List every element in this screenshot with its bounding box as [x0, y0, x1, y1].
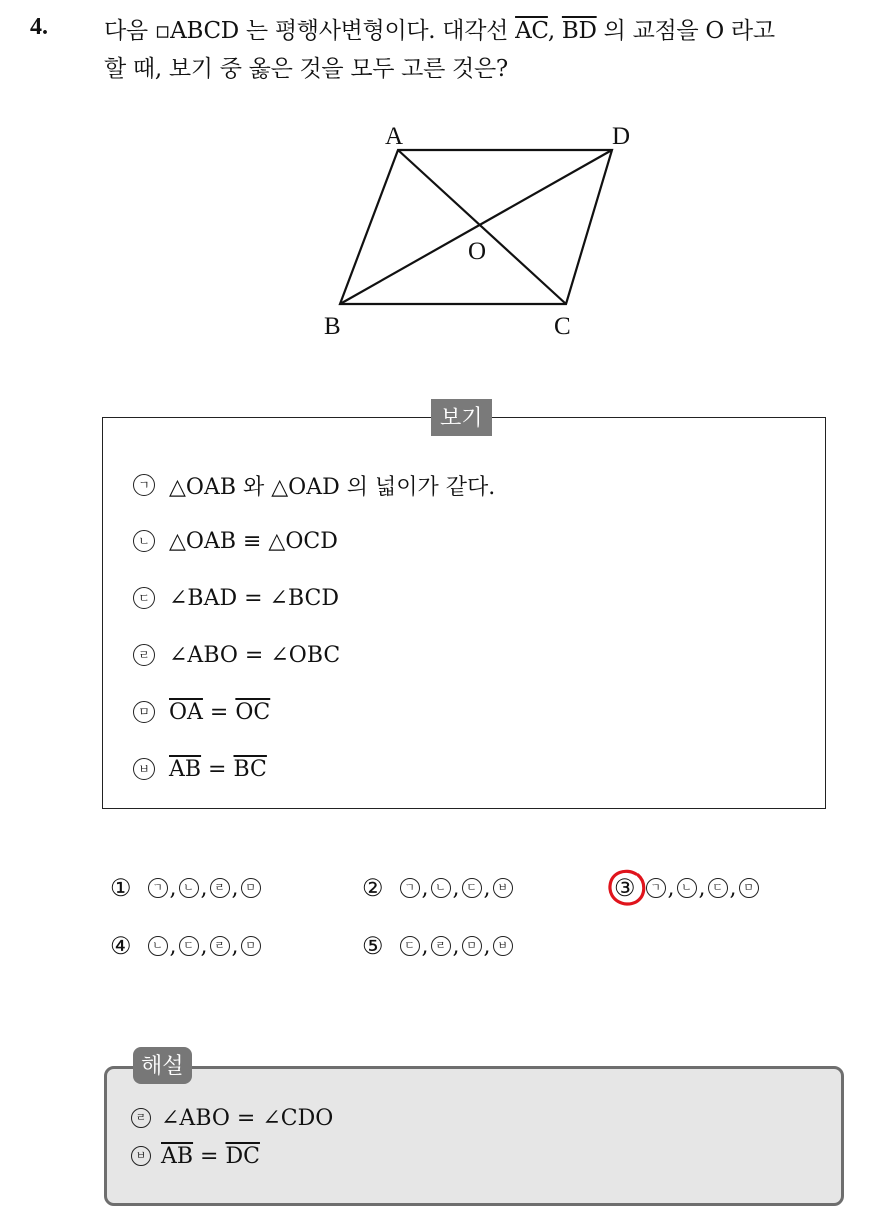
circled-marker: ㅂ	[493, 936, 513, 956]
segment: $\overline{AB}$	[161, 1143, 194, 1169]
explanation-line-2: ㅂ $\overline{AB}$ = $\overline{DC}$	[131, 1141, 260, 1171]
question-line-2: 할 때, 보기 중 옳은 것을 모두 고른 것은?	[104, 56, 508, 82]
choice-number: ③	[614, 874, 636, 902]
segment: $\overline{BC}$	[233, 756, 267, 782]
choice-5[interactable]: ⑤ ㄷ , ㄹ , ㅁ , ㅂ	[362, 930, 513, 962]
circled-marker: ㄷ	[462, 878, 482, 898]
choice-2[interactable]: ② ㄱ , ㄴ , ㄷ , ㅂ	[362, 872, 513, 904]
circled-marker: ㅁ	[462, 936, 482, 956]
circled-marker: ㄷ	[400, 936, 420, 956]
bogi-item-2: ㄴ △OAB ≡ △OCD	[133, 526, 338, 556]
circled-marker: ㄹ	[210, 878, 230, 898]
vertex-label-b: B	[324, 313, 341, 340]
segment-ac: $\overline{AC}$	[515, 18, 548, 44]
explanation-line-1: ㄹ ∠ABO = ∠CDO	[131, 1103, 333, 1133]
choice-1[interactable]: ① ㄱ , ㄴ , ㄹ , ㅁ	[110, 872, 261, 904]
bogi-item-6: ㅂ $\overline{AB}$ = $\overline{BC}$	[133, 754, 267, 784]
vertex-label-c: C	[554, 313, 571, 340]
circled-marker: ㄷ	[133, 587, 155, 609]
vertex-label-d: D	[612, 123, 631, 150]
segment: $\overline{OA}$	[169, 699, 203, 725]
vertex-label-a: A	[385, 123, 404, 150]
segment-bd: $\overline{BD}$	[561, 18, 597, 44]
question-line-1: 다음 ▫ABCD 는 평행사변형이다. 대각선 $\overline{AC}$, $\overline{BD}$ 의 교점을 O 라고	[104, 18, 775, 44]
center-label-o: O	[468, 238, 487, 265]
circled-marker: ㅁ	[241, 936, 261, 956]
circled-marker: ㄷ	[179, 936, 199, 956]
parallelogram-figure	[318, 112, 648, 348]
segment: $\overline{DC}$	[225, 1143, 260, 1169]
circled-marker: ㄴ	[179, 878, 199, 898]
choice-4[interactable]: ④ ㄴ , ㄷ , ㄹ , ㅁ	[110, 930, 261, 962]
explanation-box	[104, 1054, 844, 1206]
choice-number: ①	[110, 874, 132, 902]
choice-3[interactable]: ③ ㄱ , ㄴ , ㄷ , ㅁ	[614, 872, 759, 904]
circled-marker: ㅁ	[133, 701, 155, 723]
question-number: 4.	[30, 14, 48, 40]
circled-marker: ㄹ	[431, 936, 451, 956]
circled-marker: ㅂ	[493, 878, 513, 898]
circled-marker: ㄱ	[646, 878, 666, 898]
choice-number: ④	[110, 932, 132, 960]
circled-marker: ㄴ	[431, 878, 451, 898]
circled-marker: ㅂ	[133, 758, 155, 780]
bogi-title: 보기	[431, 399, 492, 436]
circled-marker: ㄱ	[133, 474, 155, 496]
explanation-title: 해설	[133, 1047, 192, 1084]
diagonal-ac	[398, 150, 566, 304]
bogi-item-3: ㄷ ∠BAD = ∠BCD	[133, 583, 339, 613]
circled-marker: ㄹ	[210, 936, 230, 956]
circled-marker: ㄱ	[400, 878, 420, 898]
bogi-item-5: ㅁ $\overline{OA}$ = $\overline{OC}$	[133, 697, 270, 727]
circled-marker: ㄹ	[131, 1108, 151, 1128]
circled-marker: ㄴ	[148, 936, 168, 956]
segment: $\overline{OC}$	[235, 699, 271, 725]
circled-marker: ㅂ	[131, 1146, 151, 1166]
bogi-item-1: ㄱ △OAB 와 △OAD 의 넓이가 같다.	[133, 470, 495, 500]
diagonal-bd	[340, 150, 612, 304]
circled-marker: ㄹ	[133, 644, 155, 666]
circled-marker: ㄴ	[677, 878, 697, 898]
circled-marker: ㄱ	[148, 878, 168, 898]
choice-number: ②	[362, 874, 384, 902]
circled-marker: ㄴ	[133, 530, 155, 552]
bogi-item-4: ㄹ ∠ABO = ∠OBC	[133, 640, 340, 670]
circled-marker: ㅁ	[241, 878, 261, 898]
circled-marker: ㅁ	[739, 878, 759, 898]
question-text	[104, 12, 874, 88]
segment: $\overline{AB}$	[169, 756, 202, 782]
choice-number: ⑤	[362, 932, 384, 960]
circled-marker: ㄷ	[708, 878, 728, 898]
bogi-box	[102, 406, 826, 809]
